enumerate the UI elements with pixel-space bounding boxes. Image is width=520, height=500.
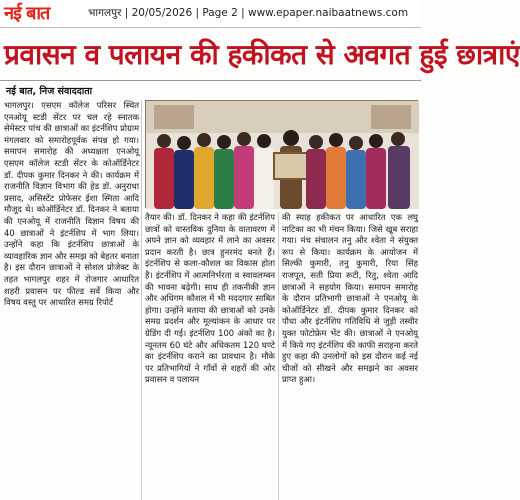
page-meta: भागलपुर | 20/05/2026 | Page 2 | www.epaper.naibaatnews.com	[88, 7, 409, 19]
article-headline: प्रवासन व पलायन की हकीकत से अवगत हुई छात्राएं	[4, 38, 520, 71]
column-divider	[278, 212, 279, 500]
newspaper-logo	[4, 3, 74, 25]
column-2-text: तैयार की। डॉ. दिनकर ने कहा की इंटर्नशिप छात्रों को वास्तविक दुनिया के वातावरण में अपने ज्ञान को व्यवहार में लाने का अवसर प्रदान करती है। छात्र हुनरमंद बनते हैं। इंटर्नशिप से कला-कौशल का विकास होता है। इंटर्नशिप में आत्मनिर्भरता व स्वावलम्बन की भावना बढ़ेगी। साथ ही तकनीकी ज्ञान और अधिगम कौशल में भी मददगार साबित होगा। उन्होंने बताया की छात्राओं को उनके समग्र प्रदर्शन और मूल्यांकन के आधार पर ग्रेडिंग दी गई। इंटर्नशिप 100 अंकों का है। न्यूनतम 60 घंटे और अधिकतम 120 घण्टे का इंटर्नशिप कराने का प्रावधान है। मौके पर प्रतिभागियों ने गाँवों से शहरों की ओर प्रवासन व पलायन	[145, 212, 275, 385]
column-3-text: की स्याह हकीकत पर आधारित एक लघु नाटिका का भी मंचन किया। जिसे खूब सराहा गया। मंच संचालन तनु और श्वेता ने संयुक्त रूप से किया। कार्यक्रम के आयोजन में सिल्की कुमारी, तनु कुमारी, रिया सिंह राजपूत, सती प्रिया रूटी, रितु, श्वेता आदि छात्राओं ने सहयोग किया। समापन समारोह के दौरान प्रतिभागी छात्राओं ने एनओयू के कोऑर्डिनेटर डॉ. दीपक कुमार दिनकर को पौधा और इंटर्नशिप गतिविधि से जुड़ी तस्वीर युक्त फोटोफ्रेम भेंट की। छात्राओं ने एनओयू में किये गए इंटर्नशिप की काफी सराहना करते हुए कहा की उनलोगों को इस दौरान कई नई चीजों को सीखने और समझने का अवसर प्राप्त हुआ।	[282, 212, 418, 385]
column-1-text: भागलपुर। एसएम कॉलेज परिसर स्थित एनओयू स्टडी सेंटर पर चल रहे स्नातक सेमेस्टर पांच की छात्राओं का इंटर्नशिप प्रोग्राम मंगलवार को समारोहपूर्वक संपन्न हो गया। समापन समारोह की अध्यक्षता एनओयू एसएम कॉलेज स्टडी सेंटर के कोऑर्डिनेटर डॉ. दीपक कुमार दिनकर ने की। कार्यक्रम में राजनीति विज्ञान विभाग की हेड डॉ. अनुराधा प्रसाद, असिस्टेंट प्रोफेसर ईशा स्मिता आदि मौजूद थे। कोऑर्डिनेटर डॉ. दिनकर ने बताया की एनओयू में राजनीति विज्ञान विषय की 40 छात्राओं ने इंटर्नशिप में भाग लिया। उन्होंने कहा कि इंटर्नशिप छात्राओं के व्यावहारिक ज्ञान और समझ को बेहतर बनाता है। इस दौरान छात्राओं ने सोशल प्रोजेक्ट के तहत भागलपुर शहर में रोजगार आधारित शहरी प्रवासन पर फील्ड सर्वे किया और विषय वस्तु पर आधारित समग्र रिपोर्ट	[4, 100, 139, 308]
column-divider	[141, 100, 142, 500]
article-column-1	[4, 100, 139, 500]
article-column-3	[282, 212, 418, 500]
byline: नई बात, निज संवाददाता	[6, 86, 93, 97]
headline-divider	[0, 80, 421, 81]
group-photo	[145, 100, 418, 208]
group-photo-illustration	[146, 101, 419, 209]
article-column-2	[145, 212, 275, 500]
logo-text: नई बात	[4, 3, 50, 24]
masthead-bar	[0, 0, 421, 28]
